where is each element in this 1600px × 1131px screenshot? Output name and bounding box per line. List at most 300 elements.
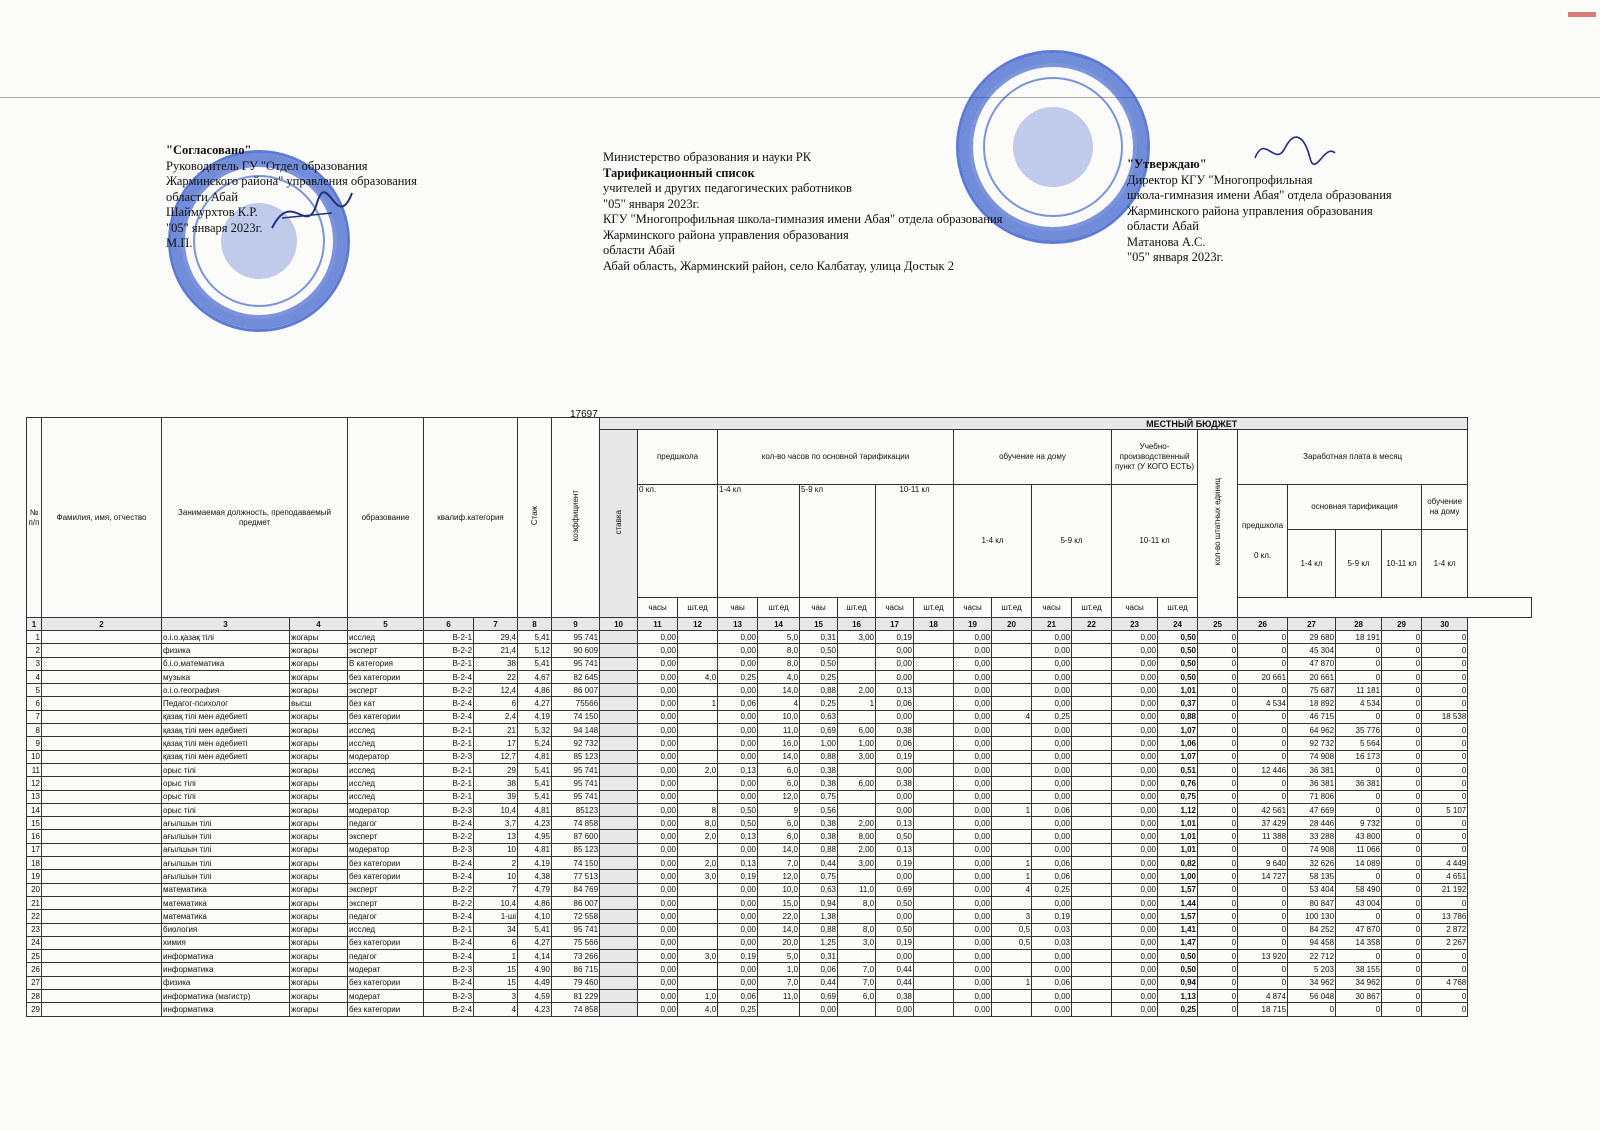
table-cell: 0,38 [800, 763, 838, 776]
table-cell: 0 [1238, 883, 1288, 896]
table-cell: 12,0 [758, 790, 800, 803]
table-cell: 4,49 [518, 976, 552, 989]
table-cell: 0,00 [638, 910, 678, 923]
table-cell [600, 963, 638, 976]
column-number: 1 [27, 618, 42, 631]
table-cell: 0 [1382, 790, 1422, 803]
table-cell: 9 732 [1336, 817, 1382, 830]
table-cell: 0,00 [718, 923, 758, 936]
table-cell: 0 [1198, 644, 1238, 657]
table-cell [838, 950, 876, 963]
table-cell: 4,27 [518, 936, 552, 949]
table-cell: 0 [1422, 644, 1468, 657]
table-cell: 77 513 [552, 870, 600, 883]
table-cell: 36 381 [1288, 777, 1336, 790]
table-cell: 4,67 [518, 670, 552, 683]
table-cell [914, 670, 954, 683]
table-row [27, 857, 1532, 870]
table-cell [992, 763, 1032, 776]
table-cell: жогары [290, 817, 348, 830]
table-cell: исслед [348, 763, 424, 776]
table-cell: 8,0 [838, 923, 876, 936]
table-cell: 0 [1238, 936, 1288, 949]
table-cell: 0 [1382, 724, 1422, 737]
table-cell: 4,19 [518, 710, 552, 723]
table-cell: 1,47 [1158, 936, 1198, 949]
fio-cell [42, 1003, 162, 1016]
table-cell: 0,75 [1158, 790, 1198, 803]
table-cell: В-2-1 [424, 923, 474, 936]
table-cell: В-2-3 [424, 990, 474, 1003]
table-cell [678, 936, 718, 949]
table-cell [600, 870, 638, 883]
table-cell: эксперт [348, 644, 424, 657]
table-cell: 0 [1198, 817, 1238, 830]
table-cell: 0,00 [638, 830, 678, 843]
table-cell: 0,00 [718, 963, 758, 976]
table-cell: 0,00 [1112, 670, 1158, 683]
table-cell: 27 [27, 976, 42, 989]
table-cell: 17 [27, 843, 42, 856]
table-cell: 86 715 [552, 963, 600, 976]
table-cell [914, 870, 954, 883]
table-cell: 21 [27, 896, 42, 909]
document-title: Тарификационный список [603, 165, 755, 180]
table-cell: 0,00 [1112, 883, 1158, 896]
table-cell: 0,75 [800, 870, 838, 883]
table-cell: 0,00 [876, 790, 914, 803]
table-cell: 1,12 [1158, 803, 1198, 816]
table-cell [678, 644, 718, 657]
title-block [603, 150, 1002, 274]
table-cell: 0 [1422, 697, 1468, 710]
table-cell: 0 [1238, 976, 1288, 989]
table-cell: 12 [27, 777, 42, 790]
table-cell: 0 [1198, 976, 1238, 989]
table-cell: 0 [1422, 684, 1468, 697]
table-cell: 0 [1238, 750, 1288, 763]
table-cell: 0,38 [800, 817, 838, 830]
sub-units: шт.ед [838, 598, 876, 618]
table-cell: жогары [290, 684, 348, 697]
table-cell: 0,94 [1158, 976, 1198, 989]
table-cell: 4 874 [1238, 990, 1288, 1003]
table-cell [914, 803, 954, 816]
table-cell: 0,00 [1032, 950, 1072, 963]
column-number: 20 [992, 618, 1032, 631]
table-cell: 0,50 [718, 803, 758, 816]
table-cell [914, 936, 954, 949]
title-line: "05" января 2023г. [603, 196, 700, 211]
upk-header: Учебно-производственный пункт (У КОГО ЕСТЬ) [1112, 430, 1198, 485]
table-cell: 4 449 [1422, 857, 1468, 870]
table-cell: 3 [27, 657, 42, 670]
table-cell: 0,00 [718, 777, 758, 790]
table-cell: 47 870 [1336, 923, 1382, 936]
table-cell: 0 [1198, 697, 1238, 710]
table-cell: орыс тілі [162, 763, 290, 776]
table-cell [914, 830, 954, 843]
table-cell: 1,41 [1158, 923, 1198, 936]
table-cell: музыка [162, 670, 290, 683]
table-cell: 0 [1336, 710, 1382, 723]
table-cell [678, 737, 718, 750]
table-cell: 46 715 [1288, 710, 1336, 723]
table-cell: 85123 [552, 803, 600, 816]
table-cell: В-2-3 [424, 750, 474, 763]
table-cell: В-2-1 [424, 777, 474, 790]
table-cell: 0,00 [638, 737, 678, 750]
table-cell: 28 446 [1288, 817, 1336, 830]
table-cell: Педагог-психолог [162, 697, 290, 710]
table-cell: 32 626 [1288, 857, 1336, 870]
table-cell: 75 566 [552, 936, 600, 949]
table-cell: 0,13 [876, 817, 914, 830]
table-cell: 0 [1336, 657, 1382, 670]
table-cell: 0,00 [718, 657, 758, 670]
table-cell: 9 [758, 803, 800, 816]
col-header-stazh [518, 418, 552, 618]
table-cell: 0 [1336, 870, 1382, 883]
table-cell: 2,0 [678, 763, 718, 776]
salary-preschool [1238, 485, 1288, 598]
table-cell [1072, 976, 1112, 989]
table-cell [1072, 883, 1112, 896]
table-cell [992, 777, 1032, 790]
table-cell: 95 741 [552, 657, 600, 670]
table-cell [992, 657, 1032, 670]
table-cell: 0,00 [638, 936, 678, 949]
table-cell: 0,00 [954, 1003, 992, 1016]
table-cell: 34 962 [1288, 976, 1336, 989]
table-cell: 0,00 [954, 737, 992, 750]
table-cell: 0 [1336, 670, 1382, 683]
table-cell: 0,13 [718, 830, 758, 843]
table-cell: 0 [1422, 963, 1468, 976]
table-cell [1072, 857, 1112, 870]
table-cell: 0,25 [718, 670, 758, 683]
table-cell: В-2-2 [424, 883, 474, 896]
table-cell: 72 558 [552, 910, 600, 923]
table-cell: 21 [474, 724, 518, 737]
table-cell: 0 [1238, 910, 1288, 923]
table-cell: 84 769 [552, 883, 600, 896]
main-5-9: 5-9 кл [800, 485, 876, 598]
table-cell: 0,00 [1112, 750, 1158, 763]
table-cell: 0 [1422, 737, 1468, 750]
table-cell: 0,75 [800, 790, 838, 803]
table-row [27, 963, 1532, 976]
table-cell [992, 750, 1032, 763]
table-cell: 0 [1198, 710, 1238, 723]
table-cell: 45 304 [1288, 644, 1336, 657]
table-cell: 3,00 [838, 857, 876, 870]
table-cell [600, 817, 638, 830]
table-cell [914, 963, 954, 976]
table-cell: 0,00 [954, 830, 992, 843]
table-cell [600, 684, 638, 697]
table-cell: 0 [1382, 976, 1422, 989]
table-row [27, 830, 1532, 843]
table-cell: 0,00 [1112, 843, 1158, 856]
column-number: 27 [1288, 618, 1336, 631]
table-cell: 87 600 [552, 830, 600, 843]
table-cell: 15 [474, 976, 518, 989]
table-cell: биология [162, 923, 290, 936]
table-cell: 0 [1238, 631, 1288, 644]
salary-0kl: 0 кл. [1253, 551, 1272, 560]
table-cell: 0 [1238, 790, 1288, 803]
table-cell: 7,0 [758, 976, 800, 989]
table-row [27, 737, 1532, 750]
table-cell: 7 [474, 883, 518, 896]
table-cell: 0 [1198, 763, 1238, 776]
table-cell: 0,00 [1032, 896, 1072, 909]
table-cell [600, 763, 638, 776]
table-cell: 38 [474, 657, 518, 670]
table-cell: 0,00 [718, 976, 758, 989]
table-cell: 1,07 [1158, 724, 1198, 737]
table-cell: 0,19 [876, 631, 914, 644]
table-cell [678, 790, 718, 803]
fio-cell [42, 697, 162, 710]
corner-mark [1568, 12, 1596, 17]
table-cell: жогары [290, 976, 348, 989]
table-cell: 0 [1198, 896, 1238, 909]
table-cell: 4,86 [518, 896, 552, 909]
table-cell: 33 288 [1288, 830, 1336, 843]
table-row [27, 724, 1532, 737]
fio-cell [42, 777, 162, 790]
table-cell: педагог [348, 817, 424, 830]
table-cell: 6,00 [838, 724, 876, 737]
table-cell: 0,69 [876, 883, 914, 896]
table-cell: 18 [27, 857, 42, 870]
sub-units: шт.ед [914, 598, 954, 618]
table-cell [678, 750, 718, 763]
table-cell: 22 [27, 910, 42, 923]
scan-edge-line [0, 97, 1600, 98]
table-cell: В-2-3 [424, 803, 474, 816]
table-cell: 0,00 [718, 936, 758, 949]
column-number: 25 [1198, 618, 1238, 631]
table-cell: 42 561 [1238, 803, 1288, 816]
table-cell: 0 [1382, 857, 1422, 870]
table-cell: қазақ тілі мен әдебиеті [162, 724, 290, 737]
table-cell: 1,00 [1158, 870, 1198, 883]
table-cell: 1,00 [800, 737, 838, 750]
table-cell: 82 645 [552, 670, 600, 683]
table-cell [600, 697, 638, 710]
table-cell [1072, 870, 1112, 883]
table-cell: 0,00 [718, 843, 758, 856]
table-cell: 0 [1238, 644, 1288, 657]
table-cell [1072, 990, 1112, 1003]
table-cell: 0 [1336, 644, 1382, 657]
table-cell: 95 741 [552, 790, 600, 803]
main-hours-header: кол-во часов по основной тарификации [718, 430, 954, 485]
table-cell: 4 [758, 697, 800, 710]
approved-title: "Утверждаю" [1127, 157, 1207, 171]
table-cell: ағылшын тілі [162, 870, 290, 883]
table-cell [914, 896, 954, 909]
table-cell: 0,00 [638, 857, 678, 870]
table-cell: 2,0 [678, 857, 718, 870]
table-cell: 0,00 [876, 803, 914, 816]
table-cell: 0,13 [718, 763, 758, 776]
table-cell: В-2-3 [424, 963, 474, 976]
table-cell: 13 920 [1238, 950, 1288, 963]
table-cell: модерат [348, 990, 424, 1003]
table-cell: жогары [290, 670, 348, 683]
table-cell: 0 [1382, 990, 1422, 1003]
table-cell: 0 [1198, 963, 1238, 976]
table-cell: 0 [1382, 670, 1422, 683]
table-cell: 0,38 [876, 724, 914, 737]
table-row [27, 777, 1532, 790]
table-cell: 0 [1382, 657, 1422, 670]
column-number-row [27, 618, 1532, 631]
table-cell: 74 908 [1288, 750, 1336, 763]
table-cell: 0,06 [876, 737, 914, 750]
approved-line: "05" января 2023г. [1127, 250, 1224, 264]
table-row [27, 950, 1532, 963]
table-cell [600, 896, 638, 909]
table-cell: 0,00 [1032, 843, 1072, 856]
table-cell: 0,00 [1032, 657, 1072, 670]
table-cell: 4 [992, 883, 1032, 896]
table-cell: 13 [474, 830, 518, 843]
table-cell: жогары [290, 936, 348, 949]
table-cell: жогары [290, 763, 348, 776]
table-cell: 0,06 [718, 697, 758, 710]
table-cell: 0,00 [876, 870, 914, 883]
table-cell: 28 [27, 990, 42, 1003]
table-cell: 0 [1288, 1003, 1336, 1016]
table-cell [678, 631, 718, 644]
table-cell: 0,50 [718, 817, 758, 830]
table-cell: 0 [1198, 936, 1238, 949]
table-cell: 4,90 [518, 963, 552, 976]
table-cell: 0,50 [876, 923, 914, 936]
table-cell: 6 [474, 936, 518, 949]
column-number: 16 [838, 618, 876, 631]
table-cell: 79 460 [552, 976, 600, 989]
table-cell: 23 [27, 923, 42, 936]
table-cell: математика [162, 883, 290, 896]
table-cell: 0 [1336, 910, 1382, 923]
table-cell: орыс тілі [162, 790, 290, 803]
table-cell [914, 817, 954, 830]
table-cell: 3,0 [678, 870, 718, 883]
table-cell [838, 1003, 876, 1016]
table-cell: В-2-4 [424, 910, 474, 923]
table-cell: 2 267 [1422, 936, 1468, 949]
col-header-category: квалиф.категория [424, 418, 518, 618]
table-cell [1072, 910, 1112, 923]
table-cell: 85 123 [552, 843, 600, 856]
table-cell: 90 609 [552, 644, 600, 657]
table-cell: 4,0 [758, 670, 800, 683]
column-number: 4 [290, 618, 348, 631]
table-cell [600, 1003, 638, 1016]
table-cell: 6,0 [758, 763, 800, 776]
table-cell [600, 631, 638, 644]
table-cell: 2 872 [1422, 923, 1468, 936]
table-cell: 0 [1422, 631, 1468, 644]
table-cell: 29,4 [474, 631, 518, 644]
table-row [27, 657, 1532, 670]
table-cell [678, 923, 718, 936]
fio-cell [42, 710, 162, 723]
table-cell: 0,00 [1112, 710, 1158, 723]
table-cell: 16 173 [1336, 750, 1382, 763]
table-cell: 0,88 [800, 923, 838, 936]
table-cell: 22 [474, 670, 518, 683]
table-cell: 0,88 [800, 684, 838, 697]
table-cell: 15 [27, 817, 42, 830]
salary-home: обучение на дому [1422, 485, 1468, 530]
col-header-position: Занимаемая должность, преподаваемый предмет [162, 418, 348, 618]
table-cell: жогары [290, 950, 348, 963]
fio-cell [42, 896, 162, 909]
table-cell: 0,00 [954, 950, 992, 963]
sub-hours: часы [954, 598, 992, 618]
table-cell: 0 [1238, 737, 1288, 750]
table-cell: 24 [27, 936, 42, 949]
table-cell [600, 857, 638, 870]
table-cell: 86 007 [552, 896, 600, 909]
table-cell: 92 732 [1288, 737, 1336, 750]
table-cell: жогары [290, 1003, 348, 1016]
table-cell: 0,00 [954, 750, 992, 763]
table-cell: В-2-3 [424, 843, 474, 856]
table-cell: 84 252 [1288, 923, 1336, 936]
approved-line: Директор КГУ "Многопрофильная [1127, 172, 1313, 187]
local-budget-header: МЕСТНЫЙ БЮДЖЕТ [600, 418, 1468, 430]
table-cell: 0,00 [638, 657, 678, 670]
table-cell: 0,00 [638, 923, 678, 936]
table-cell: 0 [1382, 843, 1422, 856]
column-number: 7 [474, 618, 518, 631]
table-cell: 0,00 [1112, 644, 1158, 657]
table-cell [992, 724, 1032, 737]
table-cell: 0 [1238, 710, 1288, 723]
table-row [27, 697, 1532, 710]
table-cell: 0,19 [718, 870, 758, 883]
table-cell: 0,00 [1032, 790, 1072, 803]
sub-units: шт.ед [678, 598, 718, 618]
table-cell: 0,88 [800, 750, 838, 763]
table-row [27, 1003, 1532, 1016]
table-cell [600, 976, 638, 989]
table-cell: қазақ тілі мен әдебиеті [162, 737, 290, 750]
table-cell: 6,0 [758, 777, 800, 790]
table-cell: 12,0 [758, 870, 800, 883]
table-cell: 0,00 [1112, 963, 1158, 976]
table-cell: 16,0 [758, 737, 800, 750]
table-cell: 0,00 [954, 697, 992, 710]
table-cell: 0 [1336, 803, 1382, 816]
table-cell: В-2-1 [424, 724, 474, 737]
table-cell [914, 790, 954, 803]
main-10-11: 10-11 кл [876, 485, 954, 598]
table-cell: 0,00 [718, 790, 758, 803]
table-cell [600, 737, 638, 750]
table-cell [914, 697, 954, 710]
table-cell: 0,00 [954, 657, 992, 670]
table-cell [600, 790, 638, 803]
